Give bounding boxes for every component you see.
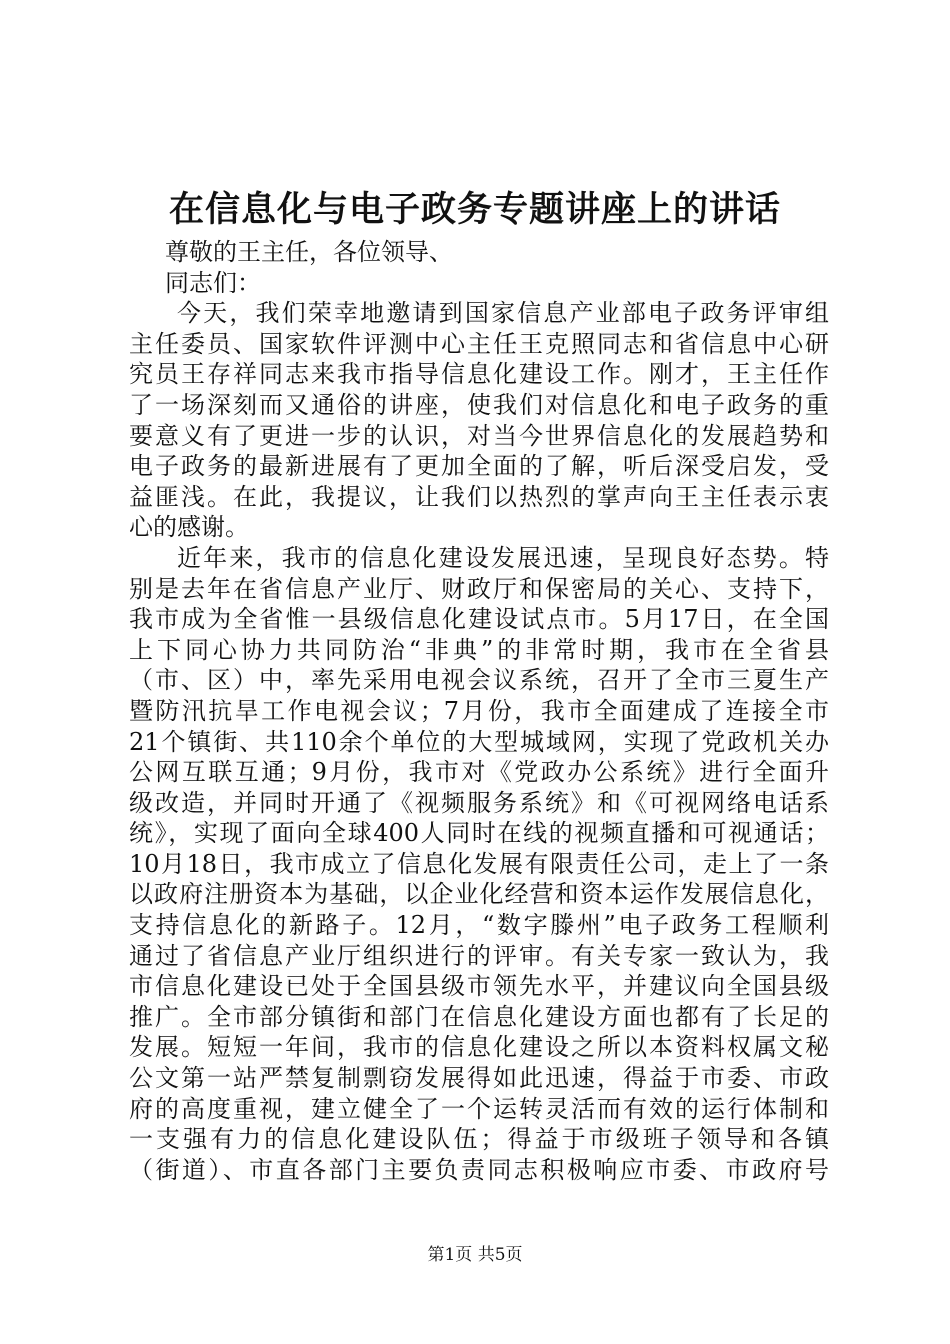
paragraph-line: 府的高度重视，建立健全了一个运转灵活而有效的运行体制和 (129, 1094, 829, 1123)
paragraph-line: 益匪浅。在此，我提议，让我们以热烈的掌声向王主任表示衷 (129, 482, 829, 511)
paragraph-line: 以政府注册资本为基础，以企业化经营和资本运作发展信息化， (129, 880, 829, 909)
paragraph-line: 了一场深刻而又通俗的讲座，使我们对信息化和电子政务的重 (129, 390, 829, 419)
paragraph-line: 别是去年在省信息产业厅、财政厅和保密局的关心、支持下， (129, 574, 829, 603)
paragraph-line: 公网互联互通；9月份，我市对《党政办公系统》进行全面升 (129, 758, 829, 787)
paragraph-line: （街道）、市直各部门主要负责同志积极响应市委、市政府号 (129, 1155, 829, 1184)
paragraph-line: 暨防汛抗旱工作电视会议；7月份，我市全面建成了连接全市 (129, 696, 829, 725)
paragraph-line: 上下同心协力共同防治“非典”的非常时期，我市在全省县 (129, 635, 829, 664)
paragraph-line: 推广。全市部分镇街和部门在信息化建设方面也都有了长足的 (129, 1002, 829, 1031)
paragraph-line: 市信息化建设已处于全国县级市领先水平，并建议向全国县级 (129, 972, 829, 1001)
salutation-line: 同志们： (165, 268, 261, 297)
paragraph-line: 电子政务的最新进展有了更加全面的了解，听后深受启发，受 (129, 452, 829, 481)
paragraph-line: 主任委员、国家软件评测中心主任王克照同志和省信息中心研 (129, 329, 829, 358)
paragraph-line: 要意义有了更进一步的认识，对当今世界信息化的发展趋势和 (129, 421, 829, 450)
paragraph-line: 究员王存祥同志来我市指导信息化建设工作。刚才，王主任作 (129, 360, 829, 389)
paragraph-line: 通过了省信息产业厅组织进行的评审。有关专家一致认为，我 (129, 941, 829, 970)
paragraph-line: （市、区）中，率先采用电视会议系统，召开了全市三夏生产 (129, 666, 829, 695)
paragraph-line: 近年来，我市的信息化建设发展迅速，呈现良好态势。特 (177, 543, 829, 572)
paragraph-line: 心的感谢。 (129, 513, 249, 542)
page-number: 第1页 共5页 (427, 1245, 523, 1265)
document-body (129, 237, 829, 1185)
paragraph-line: 今天，我们荣幸地邀请到国家信息产业部电子政务评审组 (177, 299, 829, 328)
paragraph-line: 我市成为全省惟一县级信息化建设试点市。5月17日，在全国 (129, 605, 829, 634)
paragraph-line: 10月18日，我市成立了信息化发展有限责任公司，走上了一条 (129, 849, 829, 878)
paragraph-line: 支持信息化的新路子。12月，“数字滕州”电子政务工程顺利 (129, 911, 829, 940)
paragraph-line: 一支强有力的信息化建设队伍；得益于市级班子领导和各镇 (129, 1125, 829, 1154)
salutation-line: 尊敬的王主任，各位领导、 (165, 238, 453, 266)
paragraph-line: 21个镇街、共110余个单位的大型城域网，实现了党政机关办 (129, 727, 829, 756)
paragraph-line: 发展。短短一年间，我市的信息化建设之所以本资料权属文秘 (129, 1033, 829, 1062)
paragraph-line: 级改造，并同时开通了《视频服务系统》和《可视网络电话系 (129, 788, 829, 817)
paragraph-line: 统》，实现了面向全球400人同时在线的视频直播和可视通话； (129, 819, 829, 848)
paragraph-line: 公文第一站严禁复制剽窃发展得如此迅速，得益于市委、市政 (129, 1064, 829, 1093)
document-title: 在信息化与电子政务专题讲座上的讲话 (168, 189, 781, 230)
